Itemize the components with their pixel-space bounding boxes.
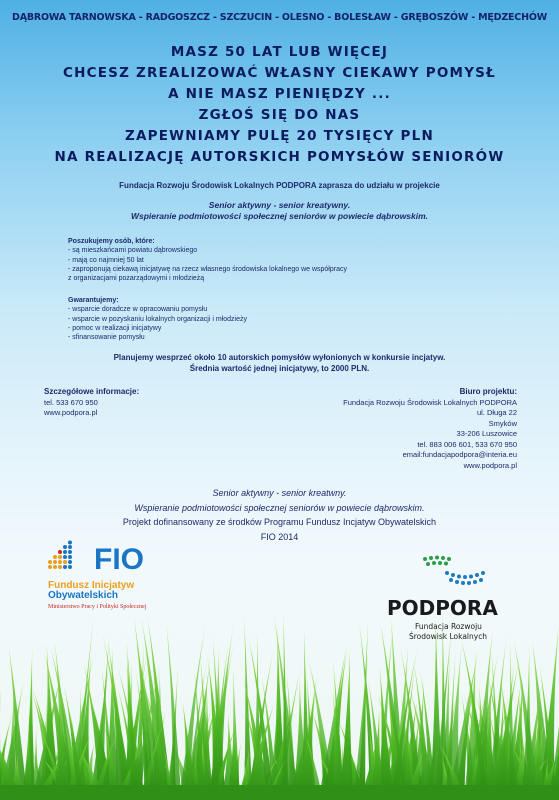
intro-text: Fundacja Rozwoju Środowisk Lokalnych PODPORA zaprasza do udziału w projekcie — [119, 181, 440, 190]
guarantee-item: - wsparcie doradcze w opracowaniu pomysłu — [68, 306, 208, 314]
motto-line: Wspieranie podmiotowości społecznej seniorów w powiecie dąbrowskim. — [130, 211, 429, 221]
fio-dots-icon — [48, 541, 72, 570]
details-header: Szczegółowe informacje: — [44, 387, 140, 396]
headline-line: ZGŁOŚ SIĘ DO NAS — [198, 107, 361, 123]
project-motto — [0, 200, 559, 222]
headline — [0, 42, 559, 168]
podpora-name: PODPORA — [387, 596, 498, 620]
footer-line: FIO 2014 — [260, 531, 299, 542]
footer-italic-line: Wspieranie podmiotowości społecznej seniorów w powiecie dąbrowskim. — [134, 502, 425, 513]
office-line: ul. Długa 22 — [476, 408, 517, 417]
guarantee-item: - wsparcie w pozyskaniu lokalnych organizacji i młodzieży — [68, 315, 247, 323]
headline-line: NA REALIZACJĘ AUTORSKICH POMYSŁÓW SENIORÓW — [54, 149, 505, 165]
seeking-item: - są mieszkańcami powiatu dąbrowskiego — [68, 247, 198, 255]
headline-line: ZAPEWNIAMY PULĘ 20 TYSIĘCY PLN — [125, 128, 434, 144]
podpora-sub2: Środowisk Lokalnych — [409, 632, 488, 641]
details-section — [44, 387, 139, 419]
office-email[interactable]: email:fundacjapodpora@interia.eu — [402, 450, 517, 459]
details-website[interactable]: www.podpora.pl — [44, 408, 98, 417]
fio-line1: Fundusz Inicjatyw — [48, 580, 135, 591]
headline-line: CHCESZ ZREALIZOWAĆ WŁASNY CIEKAWY POMYSŁ — [63, 65, 496, 81]
seeking-item: - zaproponują ciekawą inicjatywę na rzecz własnego środowiska lokalnego we współpracy — [68, 265, 347, 273]
seeking-header: Poszukujemy osób, które: — [68, 238, 155, 245]
seeking-item: - mają co najmniej 50 lat — [68, 256, 144, 264]
grass-blade — [354, 648, 369, 800]
plan-line: Planujemy wesprzeć około 10 autorskich pomysłów wyłonionych w konkursie incjatyw. — [113, 353, 446, 362]
plan-line: Średnia wartość jednej inicjatywy, to 2000 PLN. — [189, 364, 370, 373]
motto-line: Senior aktywny - senior kreatywny. — [208, 200, 351, 210]
guarantee-section — [68, 296, 247, 342]
grass-illustration — [0, 600, 559, 800]
office-header: Biuro projektu: — [459, 387, 517, 396]
footer-italic-line: Senior aktywny - senior kreatwny. — [212, 488, 347, 498]
seeking-item: z organizacjami pozarządowymi i młodzieżą — [68, 275, 205, 283]
grass-base — [0, 785, 559, 800]
office-section — [343, 387, 517, 471]
fio-line3: Ministerstwo Pracy i Polityki Społecznej — [48, 604, 147, 610]
guarantee-header: Gwarantujemy: — [68, 297, 119, 304]
footer — [0, 486, 559, 544]
guarantee-item: - sfinansowanie pomysłu — [68, 334, 145, 342]
headline-line: MASZ 50 LAT LUB WIĘCEJ — [170, 44, 389, 60]
plan-section — [0, 352, 559, 374]
footer-line: Projekt dofinansowany ze środków Programu Fundusz Incjatyw Obywatelskich — [122, 517, 437, 527]
office-line: 33-206 Luszowice — [456, 429, 517, 438]
headline-line: A NIE MASZ PIENIĘDZY ... — [168, 86, 391, 102]
office-line: Fundacja Rozwoju Środowisk Lokalnych PODPORA — [343, 397, 517, 407]
office-website[interactable]: www.podpora.pl — [463, 460, 517, 470]
podpora-swoosh-icon — [423, 556, 485, 586]
fio-line2: Obywatelskich — [48, 590, 119, 601]
office-line: Smyków — [488, 418, 517, 428]
seeking-section — [68, 237, 347, 283]
details-phone: tel. 533 670 950 — [44, 397, 98, 407]
podpora-sub1: Fundacja Rozwoju — [415, 622, 482, 631]
office-line: tel. 883 006 601, 533 670 950 — [417, 439, 517, 449]
fio-mark: FIO — [94, 543, 144, 576]
guarantee-item: - pomoc w realizacji inicjatywy — [68, 324, 162, 332]
towns-header: DĄBROWA TARNOWSKA - RADGOSZCZ - SZCZUCIN - OLESNO - BOLESŁAW - GRĘBOSZÓW - MĘDZECHÓW — [12, 12, 547, 23]
